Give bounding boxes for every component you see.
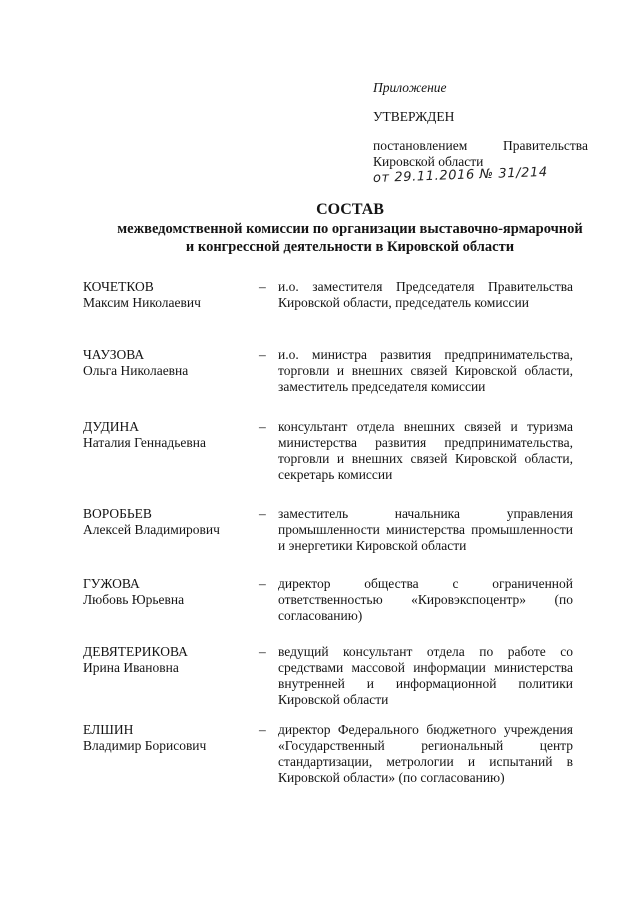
member-row	[83, 506, 573, 576]
member-role: и.о. министра развития предпринимательства, торговли и внешних связей Кировской области, заместитель председателя комиссии	[278, 347, 573, 394]
approval-block	[373, 80, 588, 187]
title-line-1: межведомственной комиссии по организации выставочно-ярмарочной	[117, 221, 583, 237]
member-surname: ЕЛШИН	[83, 722, 134, 737]
member-surname: ДЕВЯТЕРИКОВА	[83, 644, 188, 659]
member-name	[83, 279, 258, 311]
member-name	[83, 506, 258, 538]
member-dash: –	[259, 279, 266, 294]
member-surname: ГУЖОВА	[83, 576, 140, 591]
member-dash: –	[259, 722, 266, 737]
document-title	[60, 201, 640, 256]
members-list	[83, 279, 573, 812]
decree-line-2: Кировской области	[373, 154, 484, 169]
member-name	[83, 576, 258, 608]
member-name	[83, 419, 258, 451]
member-name	[83, 644, 258, 676]
member-dash: –	[259, 644, 266, 659]
member-row	[83, 576, 573, 644]
decree-line-1	[373, 138, 588, 154]
member-name	[83, 722, 258, 754]
member-dash: –	[259, 419, 266, 434]
member-role: директор Федерального бюджетного учреждения «Государственный региональный центр стандартизации, метрологии и испытаний в Кировской области» (по согласованию)	[278, 722, 573, 785]
member-surname: ДУДИНА	[83, 419, 140, 434]
member-row	[83, 279, 573, 347]
member-surname: ВОРОБЬЕВ	[83, 506, 152, 521]
member-given-name: Любовь Юрьевна	[83, 592, 185, 607]
member-dash: –	[259, 347, 266, 362]
member-given-name: Алексей Владимирович	[83, 522, 220, 537]
member-role: директор общества с ограниченной ответственностью «Кировэкспоцентр» (по согласованию)	[278, 576, 573, 623]
member-given-name: Наталия Геннадьевна	[83, 435, 206, 450]
member-row	[83, 644, 573, 722]
member-row	[83, 419, 573, 506]
member-dash: –	[259, 506, 266, 521]
member-given-name: Максим Николаевич	[83, 295, 201, 310]
member-role: ведущий консультант отдела по работе со средствами массовой информации министерства внутренней и информационной политики Кировской области	[278, 644, 573, 707]
member-name	[83, 347, 258, 379]
member-given-name: Ирина Ивановна	[83, 660, 179, 675]
decree-line-1-left: постановлением	[373, 138, 468, 153]
member-given-name: Ольга Николаевна	[83, 363, 189, 378]
member-row	[83, 347, 573, 419]
member-role: консультант отдела внешних связей и туризма министерства развития предпринимательства, торговли и внешних связей Кировской области, секретарь комиссии	[278, 419, 573, 482]
member-row	[83, 722, 573, 812]
approved-label: УТВЕРЖДЕН	[373, 109, 455, 124]
member-given-name: Владимир Борисович	[83, 738, 207, 753]
decree-line-1-right: Правительства	[503, 138, 588, 153]
member-dash: –	[259, 576, 266, 591]
decree-text	[373, 138, 588, 187]
title-heading: СОСТАВ	[316, 201, 384, 218]
title-line-2: и конгрессной деятельности в Кировской области	[185, 239, 515, 255]
member-role: и.о. заместителя Председателя Правительства Кировской области, председатель комиссии	[278, 279, 573, 310]
appendix-label: Приложение	[373, 80, 447, 95]
decree-date-number: от 29.11.2016 № 31/214	[372, 164, 548, 186]
member-role: заместитель начальника управления промышленности министерства промышленности и энергетики Кировской области	[278, 506, 573, 553]
member-surname: КОЧЕТКОВ	[83, 279, 154, 294]
member-surname: ЧАУЗОВА	[83, 347, 145, 362]
